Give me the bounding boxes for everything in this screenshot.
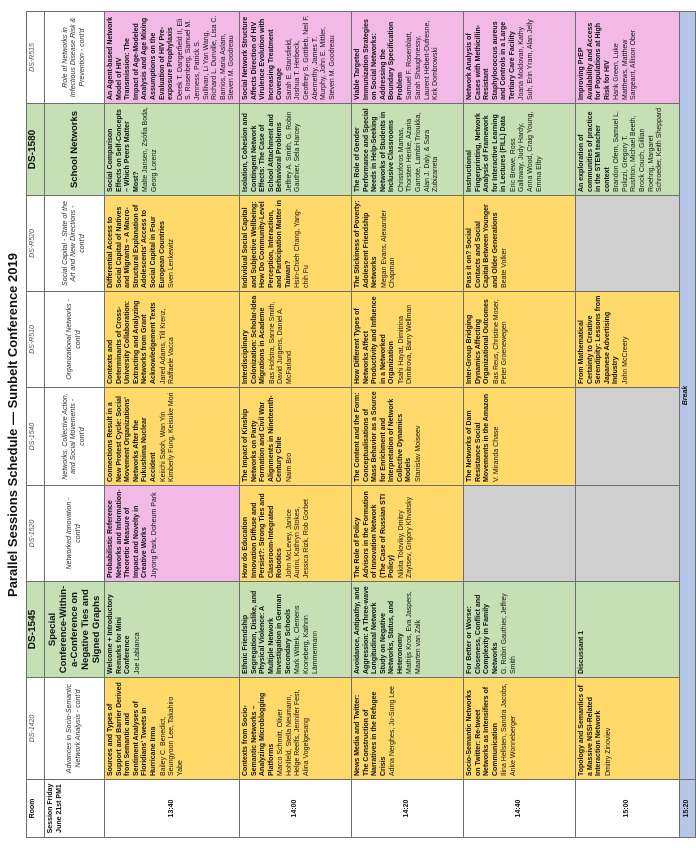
talk-cell[interactable] <box>575 12 679 104</box>
talk-title: An Agent-based Network Model of HIV Transmission: The Impact of Age-Modeled Analysis and Age Mixing Assumptions on the Evaluation of HIV Pre-exposure Prophylaxis <box>107 17 175 100</box>
talk-title: From Mathematical Certainty to Creative Serendipity: Lessons from Japanese Advertising Industry <box>577 295 620 384</box>
session-topic: School Networks <box>45 104 105 196</box>
talk-title: Isolation, Cohesion and Contingent Network Effects: The Case of School Attachment and Behavioral Problems <box>241 113 284 192</box>
time-slot: 14:40 <box>463 780 575 838</box>
talk-authors: Jared Adams, Till Krenz, Raffaele Vacca <box>159 308 176 384</box>
talk-cell[interactable] <box>575 104 679 196</box>
talk-authors: Naim Bro <box>285 452 293 482</box>
talk-title: How do Education Innovation Diffuse and Persist?: Strong Ties and Classroom-Integrated Robotics <box>241 493 284 578</box>
talk-title: Viable Targeted Immunization Strategies on Social Networks: Addressing the Boundary Specification Problem <box>353 19 404 100</box>
talk-cell[interactable] <box>575 678 679 780</box>
talk-authors: Hsin-Chieh Chang, Yang-chih Fu <box>294 208 311 288</box>
talk-title: For Better or Worse: Closeness, Conflict and Complexity in Family Networks <box>465 594 499 674</box>
talk-title: Welcome + Introductory Remarks for Mini Conference <box>107 594 132 674</box>
talk-authors: Ilina Hellsten, Sandra Jacobs, Anke Wonneberger <box>501 683 517 776</box>
time-slot: 14:00 <box>239 780 351 838</box>
talk-authors: Brandon Ofem, Samuel L. Polizzi, Gregory T. Rushton, Michael Beeth, Brock Couch, Gillian Roehrig, Margaret Schroeder, Keith Sheppard <box>613 107 664 192</box>
time-slot: 14:20 <box>351 780 463 838</box>
talk-cell[interactable] <box>463 196 575 292</box>
talk-authors: Joe Labianca <box>133 632 141 674</box>
talk-title: Contexts and Determinants of Cross-University Collaboration: Extracting and Analyzing Networks from Grant Acknowledgement Texts <box>107 300 157 384</box>
talk-cell[interactable] <box>351 292 463 388</box>
break-bar: Break <box>679 12 695 780</box>
talk-authors: Hank Green, Luke Matthews, Matthew Sargeant, Allison Ober <box>613 29 638 100</box>
talk-authors: Dmitry Zinoviev <box>604 727 612 776</box>
session-topic: Advances in Socio-Semantic Network Analysis - cont'd <box>45 678 105 780</box>
talk-title: The Networks of Dam Resistance Social Movements in the Amazon <box>465 393 491 482</box>
talk-title: Sources and Types of Support and Barrier Derived from Semantic and Sentiment Analyses of Floridians' Tweets in Hurricane Irma <box>107 682 157 776</box>
room-code: DS-1580 <box>27 104 45 196</box>
session-topic: Social Capital - State of the Art and New Directions - cont'd <box>45 196 105 292</box>
schedule-table <box>26 11 696 838</box>
talk-cell[interactable] <box>105 292 240 388</box>
talk-cell[interactable] <box>105 104 240 196</box>
talk-cell[interactable] <box>239 104 351 196</box>
talk-authors: Stanislav Moiseev <box>415 425 423 482</box>
talk-cell[interactable] <box>239 388 351 486</box>
talk-cell[interactable] <box>105 12 240 104</box>
talk-authors: Nikita Toloviky, Dmitry Zaytsev, Grigory Khvatsky <box>397 496 414 578</box>
talk-cell[interactable] <box>105 486 240 582</box>
empty-cell <box>575 388 679 486</box>
talk-cell[interactable] <box>351 104 463 196</box>
talk-cell[interactable] <box>351 678 463 780</box>
session-topic: Role of Networks in Infectious Disease Risk & Prevention - cont'd <box>45 12 105 104</box>
talk-cell[interactable] <box>239 12 351 104</box>
talk-title: Contexts from Socio-Semantic Networks – Analyzing Microblogging Platforms <box>241 692 275 776</box>
talk-cell[interactable] <box>239 486 351 582</box>
talk-cell[interactable] <box>351 582 463 678</box>
talk-cell[interactable] <box>105 196 240 292</box>
talk-title: Improving PrEP Availability and Access for Populations at High Risk for HIV <box>577 22 611 100</box>
talk-authors: Joana Moldovan, Kathy Suh, Erin Yram, Alan Jelly <box>518 19 535 100</box>
talk-authors: Sven Lenkewitz <box>168 238 176 288</box>
room-code: DS-1520 <box>27 486 45 582</box>
talk-title: Differential Access to Social Capital of Natives and Migrants – A Macro-Structural Explanation of Adolescents' Access to Social Capital in Four European Countries <box>107 204 166 288</box>
talk-authors: Jeffrey A. Smith, G. Robin Gauthier, Sela Harcey <box>285 111 302 192</box>
talk-cell[interactable] <box>105 582 240 678</box>
talk-title: Topology and Semantics of a Massive NSSI-Related Interaction Network <box>577 685 603 776</box>
talk-title: Ethnic Friendship Segregation, Dislike, and Physical Violence: A Multiple Network Investigation in German Secondary Schools <box>241 590 292 674</box>
talk-authors: Mathijs Kros, Eva Jaspers, Maarten van Zalk <box>406 591 423 674</box>
talk-title: The Stickiness of Poverty: Adolescent Friendship Networks <box>353 200 379 288</box>
talk-cell[interactable] <box>239 582 351 678</box>
talk-authors: Tsahi Hayat, Dimitrina Dimitrova, Barry Wellman <box>397 304 414 384</box>
talk-authors: Marco Schmitt, Oliver Hohlfeld, Stella Neumann, Helge Reelfs, Jennifer Fest, Alina Vogelgesang <box>277 689 311 776</box>
empty-cell <box>575 196 679 292</box>
time-slot: 15:00 <box>575 780 679 838</box>
talk-authors: Beate Volker <box>501 248 509 288</box>
talk-cell[interactable] <box>575 582 679 678</box>
room-code: DS-R520 <box>27 196 45 292</box>
empty-cell <box>463 486 575 582</box>
talk-cell[interactable] <box>575 292 679 388</box>
time-slot: 15:20 <box>679 780 695 838</box>
talk-authors: Christoforos Mamas, Thorsten Henke, Azaria Garrote, Lambri Trioukka, Alan J. Daly, & Sara Zubizarreta <box>397 112 440 192</box>
talk-authors: Samuel F. Rosenblatt, Sarah Shaughnessy, Laurent Hébert-Dufresne, Kirk Dombrowski <box>406 20 440 100</box>
talk-authors: Eric Brewe, Ross Galloway, Judy Hardy, Anna Wood, Craig Young, Emma Elby <box>509 111 543 192</box>
talk-authors: Sarah E. Stansfield, Joshua T. Herbeck, Geoffrey S. Gottlieb, Neil F. Abernethy, James T. Murphy, John E. Mittler, Steven M. Goodreau <box>285 15 336 100</box>
talk-authors: Bas Reus, Christine Moser, Peter Groenewegen <box>492 299 509 384</box>
talk-title: How Different Types of Networks Affect Productivity and Influence in a Networked Organization <box>353 296 396 384</box>
talk-cell[interactable] <box>239 678 351 780</box>
talk-cell[interactable] <box>463 388 575 486</box>
talk-cell[interactable] <box>463 12 575 104</box>
talk-cell[interactable] <box>351 12 463 104</box>
talk-title: Individual Social Capital and Subjective Wellbeing: How Do Community-Level Perception, Interaction, and Participation Matter in Taiwan? <box>241 200 292 288</box>
talk-title: Inter-Group Bridging Dynamics Affecting Organizational Outcomes <box>465 299 491 384</box>
talk-cell[interactable] <box>351 486 463 582</box>
talk-cell[interactable] <box>239 196 351 292</box>
talk-title: Probabilistic Reference Networks and Information-Theoretic Measure of Impact and Novelty in Creative Works <box>107 489 149 578</box>
session-label: Session Friday June 21st PM1 <box>45 780 105 838</box>
session-topic: Special Conference-Within-a-Conference on Negative Ties and Signed Graphs <box>45 582 105 678</box>
talk-title: Discussant 1 <box>577 630 585 674</box>
session-topic: Networks, Collective Action, and Social Movements - cont'd <box>45 388 105 486</box>
talk-title: Interdisciplinary Colonization: Scholar-Idea Migrations in Academe <box>241 295 267 384</box>
talk-title: The Content and the Form: Conceptualisations of Mass Behavior as a Source for Enrichment and Interpretation of Network Collective Dynamics Models <box>353 391 413 482</box>
talk-title: Social Network Structure Affects Direction of HIV Virulence Evolution with Increasing Treatment Coverage <box>241 16 284 100</box>
room-code: DS-1545 <box>27 582 45 678</box>
talk-authors: Bas Hofstra, Sanne Smith, David Jurgens, Daniel A. McFarland <box>268 301 293 384</box>
talk-title: Socio-Semantic Networks on Twitter: Re-tweet Networks as Intensifiers of Communication <box>465 686 499 776</box>
talk-cell[interactable] <box>239 292 351 388</box>
talk-authors: V. Miranda Chase <box>492 426 500 482</box>
talk-authors: Juyong Park, Doheum Park <box>150 492 158 578</box>
room-label: Room <box>27 780 45 838</box>
room-code: DS-1540 <box>27 388 45 486</box>
session-topic: Organizational Networks - cont'd <box>45 292 105 388</box>
talk-authors: Megan Evans, Alexander Chapman <box>380 210 397 288</box>
talk-cell[interactable] <box>463 292 575 388</box>
talk-cell[interactable] <box>463 582 575 678</box>
talk-title: The Impact of Kinship Networks on Party Formation and Civil War Alignments in Nineteenth-Century Chile <box>241 395 284 482</box>
talk-cell[interactable] <box>105 678 240 780</box>
page-title: Parallel Sessions Schedule — Sunbelt Conference 2019 <box>5 253 20 597</box>
talk-title: An exploration of communities of practice in the STEM teacher context <box>577 111 611 192</box>
talk-cell[interactable] <box>463 104 575 196</box>
room-code: DS-1420 <box>27 678 45 780</box>
talk-title: The Role of Gender Performance and Special Needs in Help-Seeking Networks of Students in Inclusive Classrooms <box>353 108 396 192</box>
talk-authors: G. Robin Gauthier, Jeffrey Smith <box>501 593 517 674</box>
talk-authors: Bailey C. Benedict, Seungyoon Lee, Takahiro Yabe <box>159 696 184 776</box>
talk-cell[interactable] <box>351 388 463 486</box>
room-code: DS-R510 <box>27 292 45 388</box>
talk-title: Connections Result in a New Protest Cycle: Social Movement Organizations' Networks After the Fukushima Nuclear Accident <box>107 396 157 482</box>
time-slot: 13:40 <box>105 780 240 838</box>
talk-cell[interactable] <box>463 678 575 780</box>
session-topic: Networked Innovation - cont'd <box>45 486 105 582</box>
talk-authors: Derek T. Dangerfield II, Eli S. Rosenberg, Samuel M. Jenness, Patrick S. Sullivan, Li Yan Wang, Richard L. Dunville, Lisa C. Barrios, Maria Aslam, Steven M. Goodreau <box>176 15 236 100</box>
talk-authors: John McLevey, Janice Aurini, Kathryn Stokes, Jessica Rizk, Rob Gorbet <box>285 499 311 578</box>
talk-authors: Adina Nerghes, Ju-Sung Lee <box>389 686 397 776</box>
talk-authors: Keiichi Satoh, Wan Yin Kimberly Fung, Keisuke Mori <box>159 392 176 482</box>
empty-cell <box>575 486 679 582</box>
talk-authors: Mark Wittek, Clemens Kroneberg, Kathrin Lämmermann <box>294 605 319 674</box>
room-code: DS-R515 <box>27 12 45 104</box>
talk-cell[interactable] <box>351 196 463 292</box>
talk-authors: John McCreery <box>621 336 629 384</box>
talk-cell[interactable] <box>105 388 240 486</box>
talk-title: Network Analysis of Cases with Methicillin-Resistant Staphylococcus aureus and Controls in a Large Tertiary Care Facility <box>465 21 516 100</box>
talk-title: The Role of Policy Advisors in the Formation of Innovation Network (The Case of Russian STI Policy) <box>353 491 396 578</box>
talk-title: News Media and Twitter: The Construction of Narratives in the Refugee Crisis <box>353 691 387 776</box>
talk-title: Pass it on? Social Contacts and Social Capital Between Younger and Older Generations <box>465 204 499 288</box>
talk-title: Social Comparison Effects on Self-Concepts – Which Peers Matter Most? <box>107 109 140 192</box>
talk-authors: Malte Jansen, Zsófia Boda, Georg Lorenz <box>142 107 158 192</box>
talk-title: Instructional Fingerprinting, Network Analysis of Framework for Interactive Learning in Lectures (FILL) Data <box>465 113 508 192</box>
talk-title: Avoidance, Antipathy, and Aggression: A Three-wave Longitudinal Network Study on Negative Networks, Status, and Heteronomy <box>353 586 404 674</box>
